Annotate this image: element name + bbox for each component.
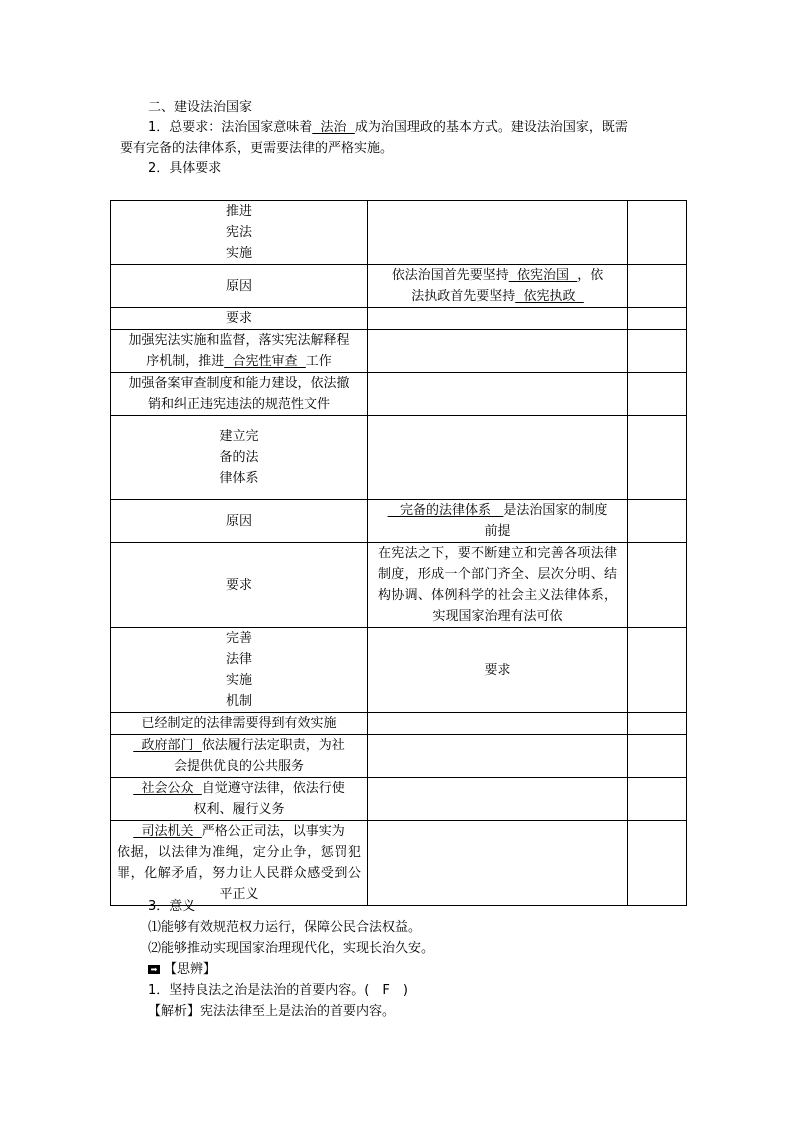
think-question: 1．坚持良法之治是法治的首要内容。( F ): [148, 983, 408, 998]
row-label-reason: 原因: [111, 265, 368, 308]
blank-rule-by-constitution: 依宪执政: [523, 289, 576, 304]
table-row: [111, 628, 687, 713]
requirements-table: [110, 200, 687, 906]
legal-system-requirement-text: 在宪法之下，要不断建立和完善各项法律制度，形成一个部门齐全、层次分明、结构协调、体例科学的社会主义法律体系，实现国家治理有法可依: [378, 546, 617, 624]
blank-judicial-organs: 司法机关: [141, 824, 194, 839]
table-row: 司法机关 严格公正司法，以事实为 依据，以法律为准绳，定分止争，惩罚犯罪，化解矛盾，努力让人民群众感受到公平正义: [111, 821, 687, 906]
table-row: 社会公众 自觉遵守法律，依法行使 权利、履行义务: [111, 778, 687, 821]
significance-item-1: ⑴能够有效规范权力运行，保障公民合法权益。: [148, 920, 422, 935]
requirement-text-b: 成为治国理政的基本方式。建设法治国家，既需: [354, 120, 628, 135]
blank-complete-legal-system: 完备的法律体系: [399, 503, 491, 518]
row-label-promote-constitution: 推进宪法实施: [225, 204, 252, 261]
significance-heading: 3．意义: [148, 899, 196, 914]
requirement-line2: 要有完备的法律体系，更需要法律的严格实施。: [120, 141, 394, 156]
table-row: 原因 依法治国首先要坚持 依宪治国 ，依 法执政首先要坚持 依宪执政: [111, 265, 687, 308]
table-row: [111, 416, 687, 500]
blank-govern-by-constitution: 依宪治国: [516, 268, 569, 283]
table-row: 已经制定的法律需要得到有效实施: [111, 713, 687, 735]
arrow-icon: ➡: [148, 965, 160, 974]
row-label-requirement: 要求: [111, 543, 368, 628]
table-row: [111, 201, 687, 265]
table-row: 加强宪法实施和监督，落实宪法解释程 序机制，推进 合宪性审查 工作: [111, 330, 687, 373]
requirement-paragraph: [148, 118, 628, 138]
specific-requirements-heading: 2．具体要求: [148, 161, 222, 176]
think-heading: ➡ 【思辨】: [148, 960, 216, 980]
blank-rule-of-law: 法治: [320, 120, 347, 135]
table-row: [111, 308, 687, 330]
section-title: 二、建设法治国家: [148, 100, 253, 115]
row-label-reason: 原因: [111, 500, 368, 543]
row-label-requirement: 要求: [111, 308, 368, 330]
row-label-requirement: 要求: [368, 628, 628, 713]
table-row: 原因 完备的法律体系 是法治国家的制度 前提: [111, 500, 687, 543]
blank-public: 社会公众: [141, 781, 194, 796]
think-analysis: 【解析】宪法法律至上是法治的首要内容。: [148, 1004, 396, 1019]
table-row: 政府部门 依法履行法定职责，为社 会提供优良的公共服务: [111, 735, 687, 778]
row-label-law-implementation: 完善法律实施机制: [225, 631, 252, 709]
significance-item-2: ⑵能够推动实现国家治理现代化，实现长治久安。: [148, 941, 435, 956]
table-row: [111, 543, 687, 628]
blank-constitutionality-review: 合宪性审查: [232, 354, 298, 369]
requirement-text-a: 1．总要求：法治国家意味着: [148, 120, 313, 135]
row-label-legal-system: 建立完备的法律体系: [219, 429, 259, 486]
table-row: 加强备案审查制度和能力建设，依法撤 销和纠正违宪违法的规范性文件: [111, 373, 687, 416]
blank-government-departments: 政府部门: [141, 738, 194, 753]
